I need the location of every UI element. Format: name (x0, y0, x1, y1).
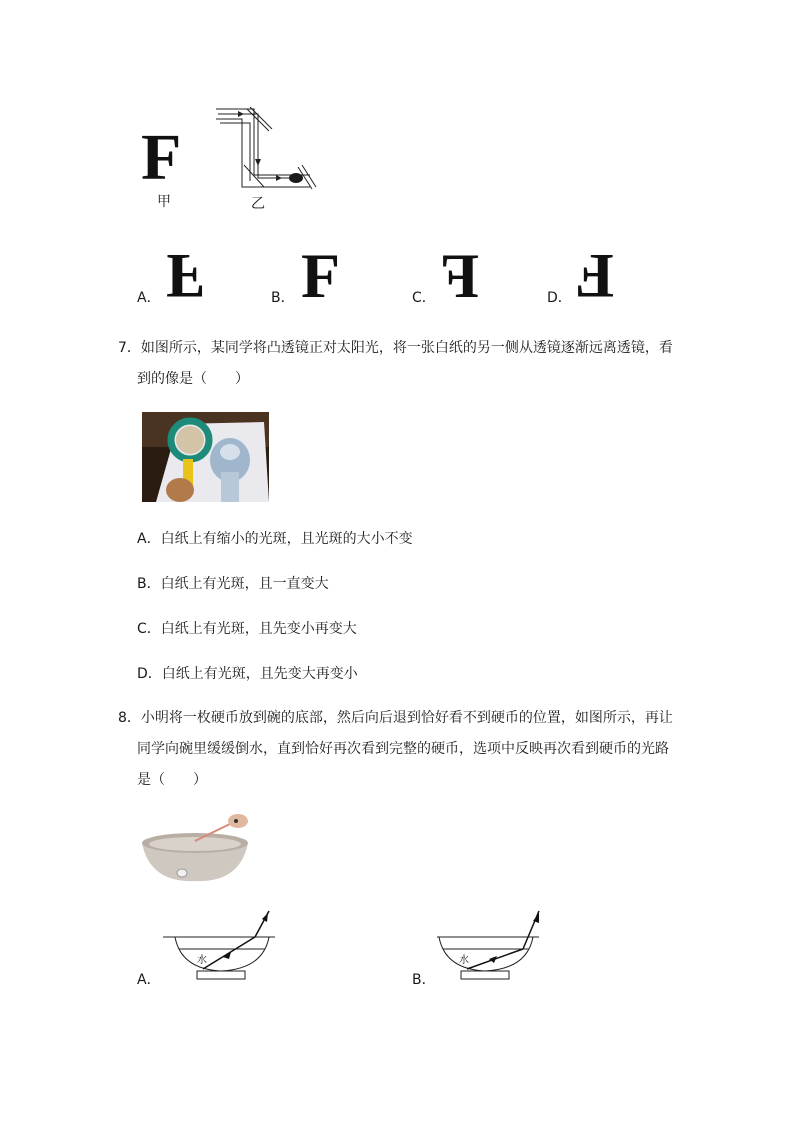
q8-option-a-diagram (163, 911, 278, 983)
figure-yi-label: 乙 (251, 196, 265, 212)
q6-option-a-glyph: F (166, 241, 206, 312)
q6-option-d-key[interactable]: D． (547, 290, 572, 306)
q6-option-c-key[interactable]: C． (412, 290, 436, 306)
q7-option-b[interactable]: B．白纸上有光斑，且一直变大 (137, 576, 329, 592)
q7-option-d[interactable]: D．白纸上有光斑，且先变大再变小 (137, 666, 358, 682)
q6-option-a-key[interactable]: A． (137, 290, 161, 306)
q8-stem-line3: 是（ ） (137, 772, 207, 788)
q7-option-c[interactable]: C．白纸上有光斑，且先变小再变大 (137, 621, 357, 637)
q7-option-a[interactable]: A．白纸上有缩小的光斑，且光斑的大小不变 (137, 531, 413, 547)
q8-option-b-key[interactable]: B． (412, 972, 436, 988)
q7-magnifier-photo (142, 412, 269, 502)
eye-icon (289, 173, 303, 183)
figure-jia-letter-f: F (141, 121, 182, 194)
q7-stem-line2: 到的像是（ ） (137, 371, 249, 387)
q6-option-d-glyph: F (575, 241, 615, 312)
q8-option-b-diagram (437, 911, 547, 983)
q7-stem-line1: 7．如图所示，某同学将凸透镜正对太阳光，将一张白纸的另一侧从透镜逐渐远离透镜，看 (118, 340, 673, 356)
q8-stem-line2: 同学向碗里缓缓倒水，直到恰好再次看到完整的硬币，选项中反映再次看到硬币的光路 (137, 741, 669, 757)
q8-bowl-photo (140, 813, 252, 883)
periscope-diagram (214, 107, 324, 191)
q8-option-a-key[interactable]: A． (137, 972, 161, 988)
figure-jia-label: 甲 (157, 194, 171, 210)
q6-option-b-key[interactable]: B． (271, 290, 295, 306)
q6-option-b-glyph: F (301, 240, 341, 311)
q8-option-a-water-label: 水 (197, 955, 207, 966)
q8-option-b-water-label: 水 (459, 955, 469, 966)
q8-stem-line1: 8．小明将一枚硬币放到碗的底部，然后向后退到恰好看不到硬币的位置，如图所示，再让 (118, 710, 673, 726)
q6-option-c-glyph: F (440, 240, 480, 311)
